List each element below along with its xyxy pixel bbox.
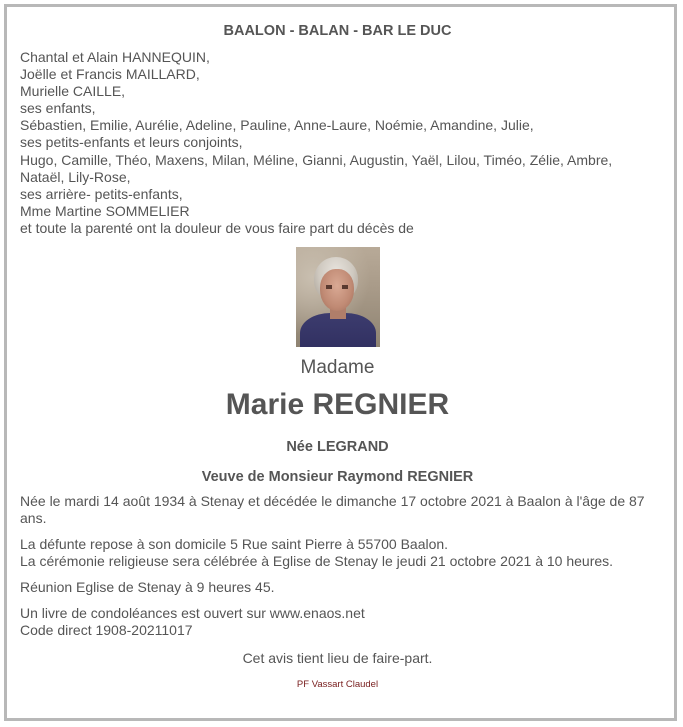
deceased-title: Madame (300, 357, 375, 379)
obituary-frame (4, 4, 677, 721)
family-list (20, 49, 655, 237)
widow-of: Veuve de Monsieur Raymond REGNIER (201, 469, 474, 486)
family-line: Hugo, Camille, Théo, Maxens, Milan, Méline, Gianni, Augustin, Yaël, Lilou, Timéo, Zélie, Ambre, (20, 151, 613, 168)
deceased-photo (296, 247, 380, 347)
deceased-name: Marie REGNIER (225, 388, 450, 422)
family-line: ses petits-enfants et leurs conjoints, (20, 134, 243, 151)
funeral-home-name: PF Vassart Claudel (296, 679, 379, 691)
family-line: Joëlle et Francis MAILLARD, (20, 66, 200, 83)
family-line: ses arrière- petits-enfants, (20, 185, 183, 202)
family-line: Murielle CAILLE, (20, 83, 126, 100)
condolences-text: Un livre de condoléances est ouvert sur www.enaos.net (20, 605, 365, 622)
rest-place-text: La défunte repose à son domicile 5 Rue saint Pierre à 55700 Baalon. (20, 536, 449, 553)
direct-code-text: Code direct 1908-20211017 (20, 622, 193, 639)
family-line: Nataël, Lily-Rose, (20, 168, 131, 185)
maiden-name: Née LEGRAND (286, 439, 389, 456)
birth-death-text: Née le mardi 14 août 1934 à Stenay et décédée le dimanche 17 octobre 2021 à Baalon à l'âge de 87 ans. (20, 493, 645, 527)
arrangements (20, 536, 655, 570)
family-line: Sébastien, Emilie, Aurélie, Adeline, Pauline, Anne-Laure, Noémie, Amandine, Julie, (20, 117, 534, 134)
obituary-content (20, 21, 655, 691)
family-line: ses enfants, (20, 100, 96, 117)
ceremony-text: La cérémonie religieuse sera célébrée à Eglise de Stenay le jeudi 21 octobre 2021 à 10 heures. (20, 553, 614, 570)
closing-text: Cet avis tient lieu de faire-part. (242, 650, 433, 667)
family-line: et toute la parenté ont la douleur de vous faire part du décès de (20, 219, 414, 236)
gathering-text: Réunion Eglise de Stenay à 9 heures 45. (20, 579, 275, 596)
family-line: Mme Martine SOMMELIER (20, 202, 190, 219)
family-line: Chantal et Alain HANNEQUIN, (20, 49, 210, 65)
location-header: BAALON - BALAN - BAR LE DUC (223, 23, 452, 39)
condolences (20, 605, 655, 639)
